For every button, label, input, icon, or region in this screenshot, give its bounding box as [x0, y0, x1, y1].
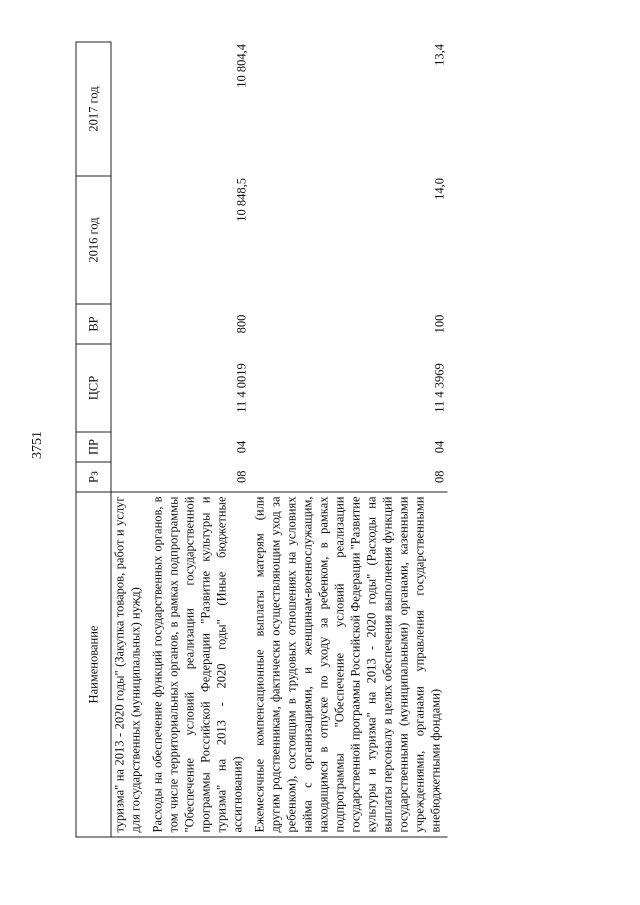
row-vr: 800: [234, 314, 249, 334]
row-name: Ежемесячные компенсационные выплаты матерям (или другим родственникам, фактически осуществляющим уход за ребенком), состоящим в трудовых отношениях на условиях найма с организациями, и женщинам-военнослужащим, находящимся в отпуске по уходу за ребенком, в рамках подпрограммы "Обеспечение условий реализации государственной программы Российской Федерации "Развитие культуры и туризма" на 2013 - 2020 годы" (Расходы на выплаты персоналу в целях обеспечения выполнения функций государственными (муниципальными) органами, казенными учреждениями, органами управления государственными внебюджетными фондами): [250, 492, 448, 837]
row-2016: 14,0: [432, 178, 447, 200]
header-vr: ВР: [76, 304, 111, 344]
row-rz: [111, 462, 148, 492]
header-rz: Рз: [76, 462, 111, 492]
row-2017: [111, 42, 148, 176]
row-rz: 08: [432, 470, 447, 483]
header-2016: 2016 год: [76, 176, 111, 304]
row-pr: 04: [432, 440, 447, 454]
row-2017: 13,4: [432, 44, 447, 66]
table-row: [250, 42, 448, 837]
table-row: [111, 42, 148, 837]
table-header-row: [76, 42, 111, 837]
row-csr: 11 4 3969: [432, 363, 447, 413]
row-name: туризма" на 2013 - 2020 годы" (Закупка товаров, работ и услуг для государственных (муниципальных) нужд): [111, 492, 148, 837]
budget-table: [76, 42, 448, 838]
row-csr: [111, 344, 148, 432]
table-row: [148, 42, 250, 837]
row-2016: [111, 176, 148, 304]
row-vr: 100: [432, 314, 447, 334]
row-pr: [111, 432, 148, 462]
row-rz: 08: [234, 470, 249, 483]
row-name: Расходы на обеспечение функций государственных органов, в том числе территориальных органов, в рамках подпрограммы "Обеспечение условий реализации государственной программы Российской Федерации "Развитие культуры и туризма" на 2013 - 2020 годы" (Иные бюджетные ассигнования): [148, 492, 250, 837]
row-2016: 10 848,5: [234, 178, 249, 222]
header-pr: ПР: [76, 432, 111, 462]
row-vr: [111, 304, 148, 344]
header-name: Наименование: [76, 492, 111, 837]
header-2017: 2017 год: [76, 42, 111, 176]
row-pr: 04: [234, 440, 249, 454]
document-sheet: [68, 43, 573, 863]
row-2017: 10 804,4: [234, 44, 249, 88]
page-number: 3751: [30, 431, 45, 459]
row-csr: 11 4 0019: [234, 363, 249, 413]
header-csr: ЦСР: [76, 344, 111, 432]
